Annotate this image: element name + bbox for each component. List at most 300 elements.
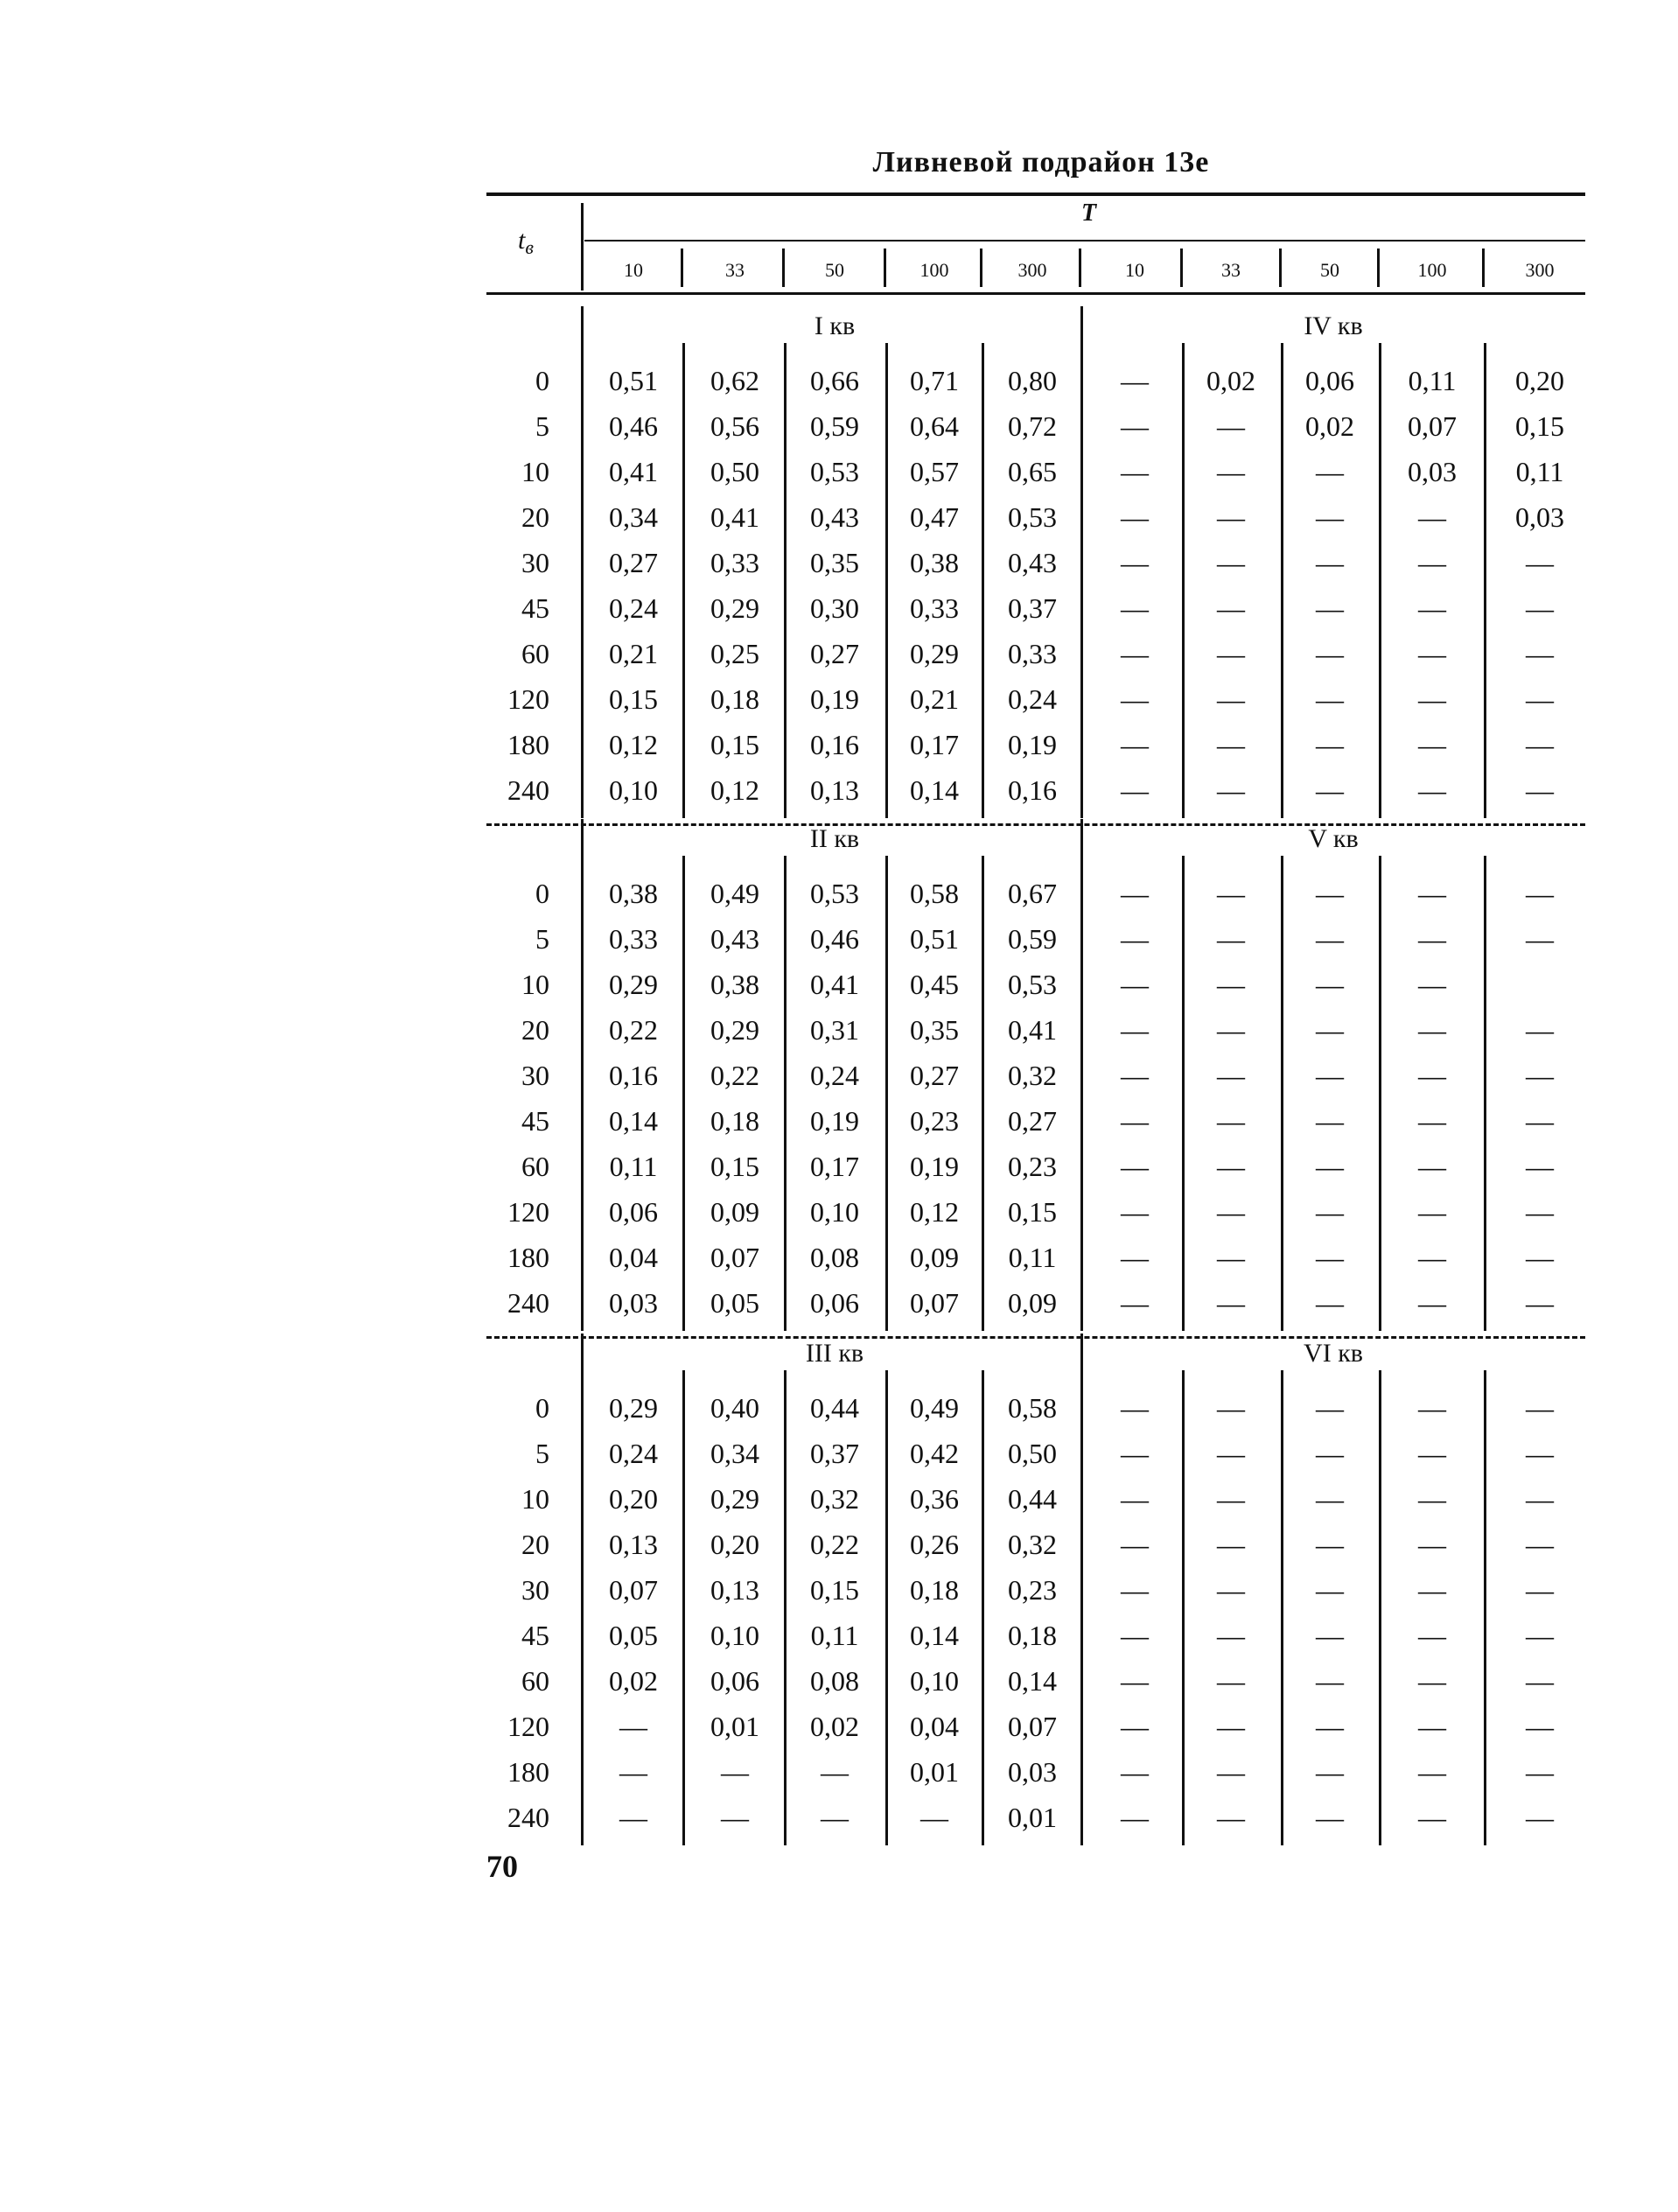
row-duration: 0 [535,365,549,396]
table-cell: — [1217,1151,1245,1182]
return-period-header: 300 [1017,259,1047,281]
table-cell: — [619,1756,647,1788]
table-cell: — [821,1802,849,1833]
table-cell: — [1526,1711,1554,1742]
table-cell: — [1526,1756,1554,1788]
table-cell: 0,21 [910,683,959,715]
table-cell: 0,14 [910,1620,959,1651]
section-left-rule [581,306,584,818]
table-cell: — [1526,729,1554,760]
row-duration: 0 [535,1392,549,1424]
table-cell: 0,13 [810,774,859,806]
table-cell: 0,41 [710,501,759,533]
table-cell: 0,15 [1515,410,1564,442]
table-cell: — [1217,1529,1245,1560]
table-cell: 0,40 [710,1392,759,1424]
table-cell: — [1217,1242,1245,1273]
table-cell: 0,11 [1008,1242,1057,1273]
table-cell: 0,47 [910,501,959,533]
table-cell: 0,05 [609,1620,658,1651]
row-duration: 5 [535,923,549,955]
table-cell: 0,10 [609,774,658,806]
table-cell: — [1121,1060,1149,1091]
table-cell: — [1526,1242,1554,1273]
table-cell: — [1217,1060,1245,1091]
table-cell: 0,41 [810,969,859,1000]
table-cell: — [1526,1392,1554,1424]
table-cell: — [1418,1392,1446,1424]
table-cell: — [1217,501,1245,533]
quarter-label-left: III кв [805,1339,864,1368]
table-cell: — [1418,1756,1446,1788]
section-left-rule [581,1334,584,1845]
table-cell: — [1217,1392,1245,1424]
row-duration: 60 [521,1151,549,1182]
table-cell: — [1418,1196,1446,1228]
table-cell: — [1316,878,1344,909]
table-cell: 0,29 [710,1014,759,1046]
table-cell: — [1217,1287,1245,1319]
table-cell: 0,11 [810,1620,859,1651]
table-cell: — [1121,1105,1149,1137]
table-cell: 0,29 [710,1483,759,1515]
header-col-divider [884,248,886,287]
row-duration: 180 [507,729,549,760]
table-cell: — [920,1802,948,1833]
row-duration: 60 [521,1665,549,1697]
table-cell: 0,41 [1008,1014,1057,1046]
table-cell: 0,24 [609,1438,658,1469]
table-cell: — [1526,1483,1554,1515]
table-cell: — [1121,878,1149,909]
table-cell: — [1217,878,1245,909]
table-cell: — [1316,1392,1344,1424]
table-cell: 0,33 [710,547,759,578]
table-cell: — [1316,1287,1344,1319]
table-cell: 0,43 [1008,547,1057,578]
table-cell: 0,10 [910,1665,959,1697]
table-cell: 0,13 [710,1574,759,1606]
table-cell: 0,07 [609,1574,658,1606]
row-duration: 240 [507,774,549,806]
table-cell: 0,14 [1008,1665,1057,1697]
table-cell: — [1418,1014,1446,1046]
table-cell: — [1418,1802,1446,1833]
table-cell: 0,43 [710,923,759,955]
table-cell: 0,67 [1008,878,1057,909]
table-cell: 0,45 [910,969,959,1000]
col-rule [682,343,685,818]
table-cell: — [1316,1711,1344,1742]
table-cell: — [1121,1756,1149,1788]
table-cell: 0,19 [810,1105,859,1137]
table-cell: 0,22 [810,1529,859,1560]
table-cell: — [1121,592,1149,624]
table-cell: 0,09 [710,1196,759,1228]
return-period-header: 50 [1320,259,1339,281]
table-cell: — [1217,1105,1245,1137]
table-cell: — [1526,592,1554,624]
header-col-divider [1180,248,1183,287]
table-cell: — [1217,683,1245,715]
group-label-T: T [1081,200,1097,227]
table-cell: 0,51 [609,365,658,396]
table-cell: 0,29 [910,638,959,669]
table-cell: — [1121,1574,1149,1606]
table-cell: 0,11 [609,1151,658,1182]
table-cell: — [1526,1529,1554,1560]
table-cell: — [1121,1196,1149,1228]
table-cell: 0,29 [609,1392,658,1424]
table-cell: 0,19 [910,1151,959,1182]
table-cell: 0,46 [609,410,658,442]
row-duration: 180 [507,1242,549,1273]
table-cell: — [1316,1483,1344,1515]
table-cell: 0,37 [1008,592,1057,624]
table-cell: — [1418,547,1446,578]
table-cell: 0,11 [1515,456,1564,487]
table-cell: — [1316,1105,1344,1137]
header-col-divider [1279,248,1282,287]
table-cell: 0,30 [810,592,859,624]
header-mid-rule [584,240,1585,242]
table-cell: 0,19 [1008,729,1057,760]
table-cell: — [721,1802,749,1833]
table-cell: — [1526,1802,1554,1833]
table-cell: — [1121,729,1149,760]
row-duration: 120 [507,683,549,715]
table-cell: 0,07 [1008,1711,1057,1742]
table-cell: — [1316,1802,1344,1833]
table-cell: 0,38 [710,969,759,1000]
return-period-header: 100 [1417,259,1447,281]
table-cell: 0,04 [910,1711,959,1742]
table-cell: 0,18 [710,1105,759,1137]
row-duration: 20 [521,501,549,533]
table-cell: 0,16 [609,1060,658,1091]
table-cell: — [1316,1665,1344,1697]
quarter-label-right: IV кв [1304,312,1363,340]
table-cell: 0,32 [810,1483,859,1515]
row-duration: 10 [521,969,549,1000]
table-cell: 0,23 [1008,1574,1057,1606]
row-duration: 30 [521,1060,549,1091]
row-duration: 120 [507,1196,549,1228]
table-cell: — [1418,638,1446,669]
row-duration: 20 [521,1014,549,1046]
table-cell: — [1217,410,1245,442]
table-cell: 0,38 [609,878,658,909]
table-cell: 0,02 [810,1711,859,1742]
table-cell: — [1121,1665,1149,1697]
table-cell: — [1418,729,1446,760]
table-cell: 0,46 [810,923,859,955]
table-cell: 0,27 [609,547,658,578]
table-cell: — [1217,1483,1245,1515]
table-cell: 0,18 [1008,1620,1057,1651]
row-duration: 30 [521,547,549,578]
table-cell: 0,44 [810,1392,859,1424]
row-label-header [518,226,534,256]
table-cell: 0,20 [609,1483,658,1515]
table-cell: — [1121,1392,1149,1424]
row-duration: 5 [535,410,549,442]
table-cell: 0,15 [710,729,759,760]
table-cell: — [1526,1438,1554,1469]
table-cell: 0,53 [810,456,859,487]
table-cell: — [1316,1196,1344,1228]
table-cell: — [1316,1014,1344,1046]
table-cell: 0,49 [910,1392,959,1424]
table-cell: 0,15 [609,683,658,715]
table-cell: 0,34 [609,501,658,533]
table-cell: 0,04 [609,1242,658,1273]
table-cell: — [1121,1802,1149,1833]
table-cell: — [1418,1665,1446,1697]
return-period-header: 10 [624,259,643,281]
table-cell: — [1316,501,1344,533]
table-cell: 0,16 [1008,774,1057,806]
table-cell: — [1121,683,1149,715]
return-period-header: 10 [1125,259,1144,281]
table-cell: — [619,1711,647,1742]
col-rule [1379,1370,1381,1845]
table-cell: — [1418,1483,1446,1515]
table-cell: 0,18 [910,1574,959,1606]
row-duration: 45 [521,1620,549,1651]
table-cell: — [1217,1196,1245,1228]
table-cell: 0,80 [1008,365,1057,396]
header-top-rule [486,192,1585,196]
table-cell: — [1316,1529,1344,1560]
return-period-header: 50 [825,259,844,281]
table-cell: 0,27 [910,1060,959,1091]
table-cell: 0,24 [810,1060,859,1091]
table-cell: 0,51 [910,923,959,955]
table-cell: 0,10 [710,1620,759,1651]
table-cell: 0,27 [810,638,859,669]
table-cell: 0,58 [910,878,959,909]
table-cell: 0,37 [810,1438,859,1469]
header-col-divider [1079,248,1081,287]
table-cell: — [1121,1287,1149,1319]
table-cell: 0,06 [1305,365,1354,396]
table-cell: 0,02 [1305,410,1354,442]
table-cell: — [1217,592,1245,624]
table-cell: — [1418,501,1446,533]
table-cell: 0,23 [910,1105,959,1137]
table-cell: — [1418,592,1446,624]
table-cell: — [1418,683,1446,715]
table-cell: — [1526,1060,1554,1091]
page-number: 70 [486,1849,518,1884]
table-cell: 0,72 [1008,410,1057,442]
table-cell: — [1418,1060,1446,1091]
table-cell: — [1217,1620,1245,1651]
table-cell: — [1418,1287,1446,1319]
table-cell: — [1418,969,1446,1000]
table-cell: — [1316,1756,1344,1788]
table-cell: 0,18 [710,683,759,715]
header-col-divider [681,248,683,287]
table-cell: — [1526,1196,1554,1228]
table-cell: — [1121,501,1149,533]
table-cell: 0,07 [710,1242,759,1273]
table-cell: — [1316,638,1344,669]
row-duration: 10 [521,1483,549,1515]
table-cell: 0,32 [1008,1060,1057,1091]
table-cell: 0,03 [1008,1756,1057,1788]
row-label-symbol: t [518,226,526,255]
table-cell: 0,14 [609,1105,658,1137]
table-cell: — [1316,1574,1344,1606]
table-cell: 0,43 [810,501,859,533]
table-cell: — [1217,969,1245,1000]
table-cell: 0,58 [1008,1392,1057,1424]
table-cell: 0,59 [810,410,859,442]
row-duration: 240 [507,1287,549,1319]
table-cell: — [1526,923,1554,955]
table-cell: — [1526,1665,1554,1697]
quarter-label-left: II кв [809,824,860,853]
table-cell: — [1526,1014,1554,1046]
table-cell: 0,01 [710,1711,759,1742]
table-cell: — [1217,1665,1245,1697]
table-cell: 0,12 [910,1196,959,1228]
table-cell: 0,38 [910,547,959,578]
quarter-label-left: I кв [814,312,856,340]
table-cell: — [1526,1287,1554,1319]
table-cell: 0,29 [609,969,658,1000]
table-cell: 0,22 [609,1014,658,1046]
table-cell: — [1316,1242,1344,1273]
table-cell: 0,17 [910,729,959,760]
table-cell: 0,27 [1008,1105,1057,1137]
col-rule [682,856,685,1331]
table-cell: — [1526,1151,1554,1182]
table-cell: — [1526,547,1554,578]
table-cell: — [1418,1242,1446,1273]
table-cell: 0,35 [810,547,859,578]
table-cell: — [1418,1151,1446,1182]
row-duration: 120 [507,1711,549,1742]
table-cell: 0,20 [710,1529,759,1560]
table-cell: 0,42 [910,1438,959,1469]
table-cell: 0,06 [609,1196,658,1228]
table-cell: — [1316,729,1344,760]
table-cell: 0,57 [910,456,959,487]
table-cell: — [1217,1756,1245,1788]
table-cell: — [1316,969,1344,1000]
table-cell: 0,02 [609,1665,658,1697]
table-cell: 0,03 [1515,501,1564,533]
table-cell: 0,31 [810,1014,859,1046]
table-cell: 0,50 [1008,1438,1057,1469]
table-cell: 0,09 [1008,1287,1057,1319]
table-cell: 0,03 [609,1287,658,1319]
table-cell: — [1526,1620,1554,1651]
quarter-label-right: V кв [1308,824,1359,853]
table-cell: 0,33 [910,592,959,624]
return-period-header: 300 [1525,259,1555,281]
row-label-subscript: в [525,236,534,258]
table-cell: — [1217,774,1245,806]
table-cell: — [619,1802,647,1833]
table-cell: — [1526,1105,1554,1137]
table-cell: — [1121,638,1149,669]
col-rule [1484,1370,1486,1845]
header-bottom-rule [486,292,1585,295]
table-cell: 0,44 [1008,1483,1057,1515]
quarter-label-right: VI кв [1304,1339,1363,1368]
table-cell: 0,09 [910,1242,959,1273]
col-rule [1484,856,1486,1331]
table-cell: — [1316,1060,1344,1091]
table-cell: — [1526,1574,1554,1606]
table-cell: 0,16 [810,729,859,760]
table-cell: 0,15 [710,1151,759,1182]
table-cell: 0,12 [710,774,759,806]
table-cell: — [1217,1438,1245,1469]
table-cell: — [1316,1620,1344,1651]
table-cell: — [1418,1574,1446,1606]
table-cell: — [1121,1151,1149,1182]
table-cell: 0,01 [1008,1802,1057,1833]
table-cell: 0,15 [1008,1196,1057,1228]
table-cell: — [1121,923,1149,955]
table-cell: — [1526,878,1554,909]
table-cell: — [1217,1711,1245,1742]
table-cell: — [1418,774,1446,806]
table-cell: 0,23 [1008,1151,1057,1182]
table-cell: 0,06 [810,1287,859,1319]
table-cell: 0,11 [1408,365,1457,396]
table-cell: 0,19 [810,683,859,715]
header-divider [581,203,584,290]
table-cell: 0,33 [609,923,658,955]
table-cell: 0,24 [609,592,658,624]
table-cell: 0,49 [710,878,759,909]
table-cell: 0,41 [609,456,658,487]
table-cell: 0,13 [609,1529,658,1560]
table-cell: — [1316,456,1344,487]
table-cell: — [1316,774,1344,806]
table-cell: — [1316,1151,1344,1182]
table-cell: 0,32 [1008,1529,1057,1560]
table-cell: — [1121,1014,1149,1046]
header-col-divider [1482,248,1485,287]
table-cell: 0,66 [810,365,859,396]
table-cell: 0,17 [810,1151,859,1182]
table-cell: 0,62 [710,365,759,396]
return-period-header: 33 [725,259,745,281]
table-cell: 0,03 [1408,456,1457,487]
header-col-divider [1377,248,1380,287]
table-cell: 0,71 [910,365,959,396]
table-cell: 0,35 [910,1014,959,1046]
table-cell: 0,53 [810,878,859,909]
row-duration: 45 [521,592,549,624]
table-cell: — [1121,1438,1149,1469]
table-cell: 0,20 [1515,365,1564,396]
table-cell: 0,36 [910,1483,959,1515]
table-cell: 0,21 [609,638,658,669]
table-cell: — [721,1756,749,1788]
table-cell: — [1418,923,1446,955]
table-cell: — [1121,456,1149,487]
table-cell: — [1121,1483,1149,1515]
table-cell: 0,50 [710,456,759,487]
